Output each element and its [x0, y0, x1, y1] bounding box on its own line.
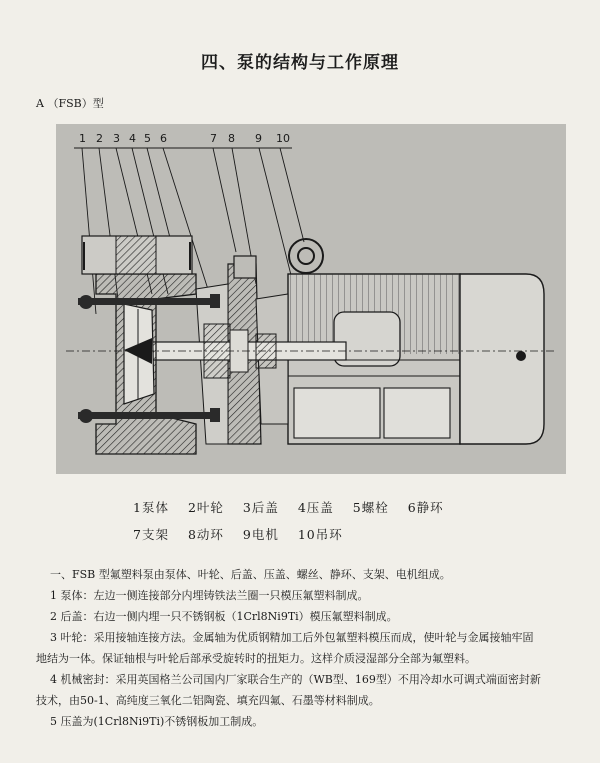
- page-title: 四、泵的结构与工作原理: [201, 53, 399, 73]
- paragraph: 5 压盖为(1Crl8Ni9Ti)不锈钢板加工制成。: [50, 715, 264, 728]
- callout-9: 9: [255, 132, 262, 145]
- legend-item: 1泵体: [133, 500, 169, 515]
- callout-1: 1: [79, 132, 86, 145]
- paragraph: 一、FSB 型氟塑料泵由泵体、叶轮、后盖、压盖、螺丝、静环、支架、电机组成。: [50, 568, 451, 581]
- callout-7: 7: [210, 132, 217, 145]
- legend-item: 9电机: [242, 527, 279, 542]
- paragraph: 3 叶轮：采用接轴连接方法。金属轴为优质钢精加工后外包氟塑料模压而成，使叶轮与金属接轴牢固: [50, 631, 534, 644]
- callout-8: 8: [228, 132, 235, 145]
- legend-item: 4压盖: [297, 500, 334, 515]
- legend-item: 8动环: [187, 527, 224, 542]
- paragraph: 2 后盖：右边一侧内埋一只不锈钢板（1Crl8Ni9Ti）模压氟塑料制成。: [50, 610, 398, 623]
- callout-5: 5: [144, 132, 151, 145]
- callout-3: 3: [113, 132, 120, 145]
- legend-row-2: [133, 525, 357, 543]
- impeller: [124, 304, 154, 404]
- callout-10: 10: [276, 132, 290, 145]
- legend-item: 2叶轮: [187, 500, 224, 515]
- legend-item: 7支架: [133, 527, 169, 542]
- pump-drawing: [56, 124, 566, 474]
- paragraph: 4 机械密封：采用英国格兰公司国内厂家联合生产的（WB型、169型）不用冷却水可调式端面密封新: [50, 673, 541, 686]
- description-text: [36, 564, 564, 732]
- legend-item: 6静环: [407, 500, 444, 515]
- pump-structure-diagram: [56, 124, 566, 474]
- legend-item: 5螺栓: [352, 500, 389, 515]
- paragraph: 1 泵体：左边一侧连接部分内埋铸铁法兰圈一只模压氟塑料制成。: [50, 589, 369, 602]
- callout-2: 2: [96, 132, 103, 145]
- legend-row-1: [133, 498, 458, 516]
- legend-item: 3后盖: [242, 500, 279, 515]
- legend-item: 10吊环: [297, 527, 343, 542]
- paragraph: 地结为一体。保证轴根与叶轮后部承受旋转时的扭矩力。这样介质浸湿部分全部为氟塑料。: [36, 652, 476, 665]
- callout-4: 4: [129, 132, 136, 145]
- callout-6: 6: [160, 132, 167, 145]
- lifting-ring: [289, 239, 323, 273]
- paragraph: 技术，由50-1、高纯度三氧化二铝陶瓷、填充四氟、石墨等材料制成。: [36, 694, 380, 707]
- section-subtitle: A （FSB）型: [36, 97, 104, 110]
